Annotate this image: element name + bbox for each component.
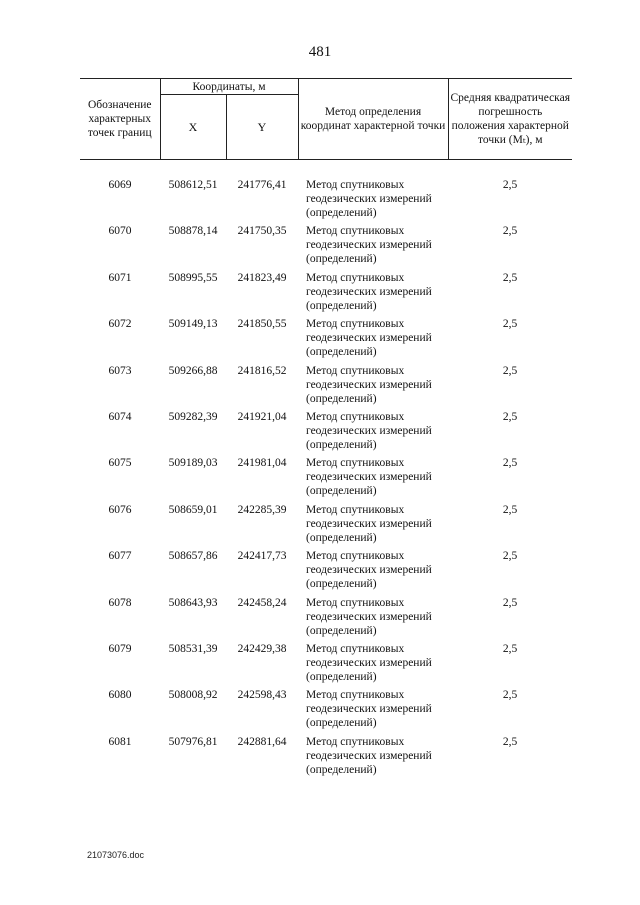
- header-y: Y: [226, 95, 298, 160]
- x-coordinate-cell: 508657,86: [168, 550, 218, 563]
- precision-cell: 2,5: [502, 364, 518, 377]
- method-cell: Метод спутниковых геодезических измерений (определений): [306, 550, 432, 591]
- x-coordinate-cell: 509149,13: [168, 318, 218, 331]
- header-point-id: Обозначение характерных точек границ: [80, 79, 160, 160]
- method-cell: Метод спутниковых геодезических измерений (определений): [306, 503, 432, 544]
- method-cell: Метод спутниковых геодезических измерений (определений): [306, 689, 432, 730]
- y-coordinate-cell: 242417,73: [237, 550, 287, 563]
- precision-cell: 2,5: [502, 735, 518, 748]
- x-coordinate-cell: 509282,39: [168, 410, 218, 423]
- y-coordinate-cell: 241921,04: [237, 410, 287, 423]
- point-id-cell: 6071: [108, 271, 132, 284]
- table-row: [80, 224, 572, 270]
- precision-cell: 2,5: [502, 642, 518, 655]
- table-row: [80, 364, 572, 410]
- header-coordinates: Координаты, м: [160, 79, 298, 95]
- header-x: X: [160, 95, 226, 160]
- x-coordinate-cell: 509189,03: [168, 457, 218, 470]
- y-coordinate-cell: 241816,52: [237, 364, 287, 377]
- point-id-cell: 6081: [108, 735, 132, 748]
- x-coordinate-cell: 509266,88: [168, 364, 218, 377]
- header-precision: Средняя квадратическая погрешность положения характерной точки (Mₜ), м: [448, 79, 572, 160]
- precision-cell: 2,5: [502, 457, 518, 470]
- point-id-cell: 6077: [108, 550, 132, 563]
- table-row: [80, 549, 572, 595]
- precision-cell: 2,5: [502, 225, 518, 238]
- y-coordinate-cell: 242285,39: [237, 503, 287, 516]
- point-id-cell: 6080: [108, 689, 132, 702]
- document-filename: 21073076.doc: [87, 850, 145, 860]
- method-cell: Метод спутниковых геодезических измерений (определений): [306, 179, 432, 219]
- table-row: [80, 317, 572, 363]
- x-coordinate-cell: 508643,93: [168, 596, 218, 609]
- coordinates-table: [80, 78, 572, 781]
- point-id-cell: 6079: [108, 642, 132, 655]
- point-id-cell: 6074: [108, 410, 132, 423]
- point-id-cell: 6078: [108, 596, 132, 609]
- method-cell: Метод спутниковых геодезических измерений (определений): [306, 364, 432, 405]
- method-cell: Метод спутниковых геодезических измерений (определений): [306, 225, 432, 266]
- precision-cell: 2,5: [502, 550, 518, 563]
- x-coordinate-cell: 508995,55: [168, 271, 218, 284]
- page-number: 481: [308, 44, 332, 60]
- y-coordinate-cell: 242881,64: [237, 735, 287, 748]
- table-row: [80, 160, 572, 225]
- method-cell: Метод спутниковых геодезических измерений (определений): [306, 596, 432, 637]
- precision-cell: 2,5: [502, 503, 518, 516]
- point-id-cell: 6076: [108, 503, 132, 516]
- point-id-cell: 6073: [108, 364, 132, 377]
- method-cell: Метод спутниковых геодезических измерений (определений): [306, 642, 432, 683]
- table-row: [80, 596, 572, 642]
- point-id-cell: 6072: [108, 318, 132, 331]
- header-method: Метод определения координат характерной точки: [298, 79, 448, 160]
- precision-cell: 2,5: [502, 271, 518, 284]
- method-cell: Метод спутниковых геодезических измерений (определений): [306, 735, 432, 776]
- y-coordinate-cell: 241776,41: [237, 179, 287, 191]
- table-row: [80, 456, 572, 502]
- point-id-cell: 6069: [108, 179, 132, 191]
- method-cell: Метод спутниковых геодезических измерений (определений): [306, 410, 432, 451]
- y-coordinate-cell: 241850,55: [237, 318, 287, 331]
- x-coordinate-cell: 508612,51: [168, 179, 218, 191]
- x-coordinate-cell: 508878,14: [168, 225, 218, 238]
- precision-cell: 2,5: [502, 596, 518, 609]
- y-coordinate-cell: 242429,38: [237, 642, 287, 655]
- y-coordinate-cell: 241981,04: [237, 457, 287, 470]
- y-coordinate-cell: 241750,35: [237, 225, 287, 238]
- y-coordinate-cell: 241823,49: [237, 271, 287, 284]
- x-coordinate-cell: 508008,92: [168, 689, 218, 702]
- method-cell: Метод спутниковых геодезических измерений (определений): [306, 318, 432, 359]
- table-row: [80, 271, 572, 317]
- precision-cell: 2,5: [502, 179, 518, 191]
- table-row: [80, 642, 572, 688]
- method-cell: Метод спутниковых геодезических измерений (определений): [306, 457, 432, 498]
- x-coordinate-cell: 508531,39: [168, 642, 218, 655]
- table-row: [80, 688, 572, 734]
- table-row: [80, 410, 572, 456]
- y-coordinate-cell: 242458,24: [237, 596, 287, 609]
- precision-cell: 2,5: [502, 410, 518, 423]
- table-row: [80, 503, 572, 549]
- point-id-cell: 6070: [108, 225, 132, 238]
- precision-cell: 2,5: [502, 689, 518, 702]
- x-coordinate-cell: 507976,81: [168, 735, 218, 748]
- y-coordinate-cell: 242598,43: [237, 689, 287, 702]
- point-id-cell: 6075: [108, 457, 132, 470]
- x-coordinate-cell: 508659,01: [168, 503, 218, 516]
- table-row: [80, 735, 572, 781]
- method-cell: Метод спутниковых геодезических измерений (определений): [306, 271, 432, 312]
- precision-cell: 2,5: [502, 318, 518, 331]
